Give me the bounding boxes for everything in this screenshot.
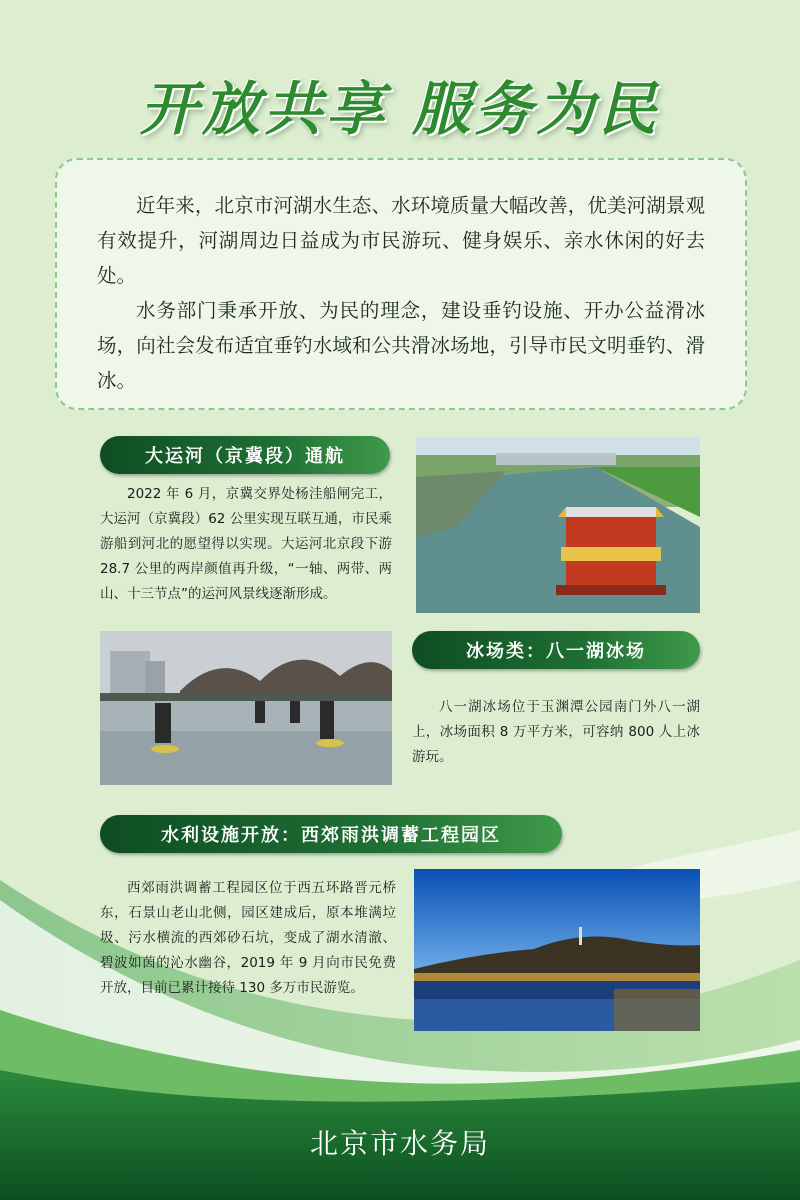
section-text-stormwater-park: 西郊雨洪调蓄工程园区位于西五环路晋元桥东，石景山老山北侧，园区建成后，原本堆满垃圾、污水横流的西郊砂石坑，变成了湖水清澈、碧波如茵的沁水幽谷，2019 年 9 月向市民免费开放，目前已累计接待 130 多万市民游览。 bbox=[100, 880, 396, 996]
photo-stormwater-park bbox=[414, 869, 700, 1031]
intro-paragraph-2: 水务部门秉承开放、为民的理念，建设垂钓设施、开办公益滑冰场，向社会发布适宜垂钓水域和公共滑冰场地，引导市民文明垂钓、滑冰。 bbox=[97, 299, 705, 392]
intro-paragraph-1: 近年来，北京市河湖水生态、水环境质量大幅改善，优美河湖景观有效提升，河湖周边日益成为市民游玩、健身娱乐、亲水休闲的好去处。 bbox=[97, 194, 705, 287]
intro-box bbox=[55, 158, 747, 410]
section-heading-stormwater-park: 水利设施开放：西郊雨洪调蓄工程园区 bbox=[100, 815, 562, 853]
section-heading-grand-canal: 大运河（京冀段）通航 bbox=[100, 436, 390, 474]
section-heading-ice-rink: 冰场类：八一湖冰场 bbox=[412, 631, 700, 669]
section-text-ice-rink: 八一湖冰场位于玉渊潭公园南门外八一湖上，冰场面积 8 万平方米，可容纳 800 人上冰游玩。 bbox=[412, 699, 700, 765]
photo-ice-rink bbox=[100, 631, 392, 785]
page-title: 开放共享 服务为民 bbox=[139, 75, 661, 143]
photo-canal-boat bbox=[416, 437, 700, 613]
footer-organization: 北京市水务局 bbox=[309, 1127, 490, 1160]
section-text-grand-canal: 2022 年 6 月，京冀交界处杨洼船闸完工，大运河（京冀段）62 公里实现互联互通，市民乘游船到河北的愿望得以实现。大运河北京段下游 28.7 公里的两岸颜值再升级，“一轴、两带、两山、十三节点”的运河风景线逐渐形成。 bbox=[100, 486, 392, 602]
